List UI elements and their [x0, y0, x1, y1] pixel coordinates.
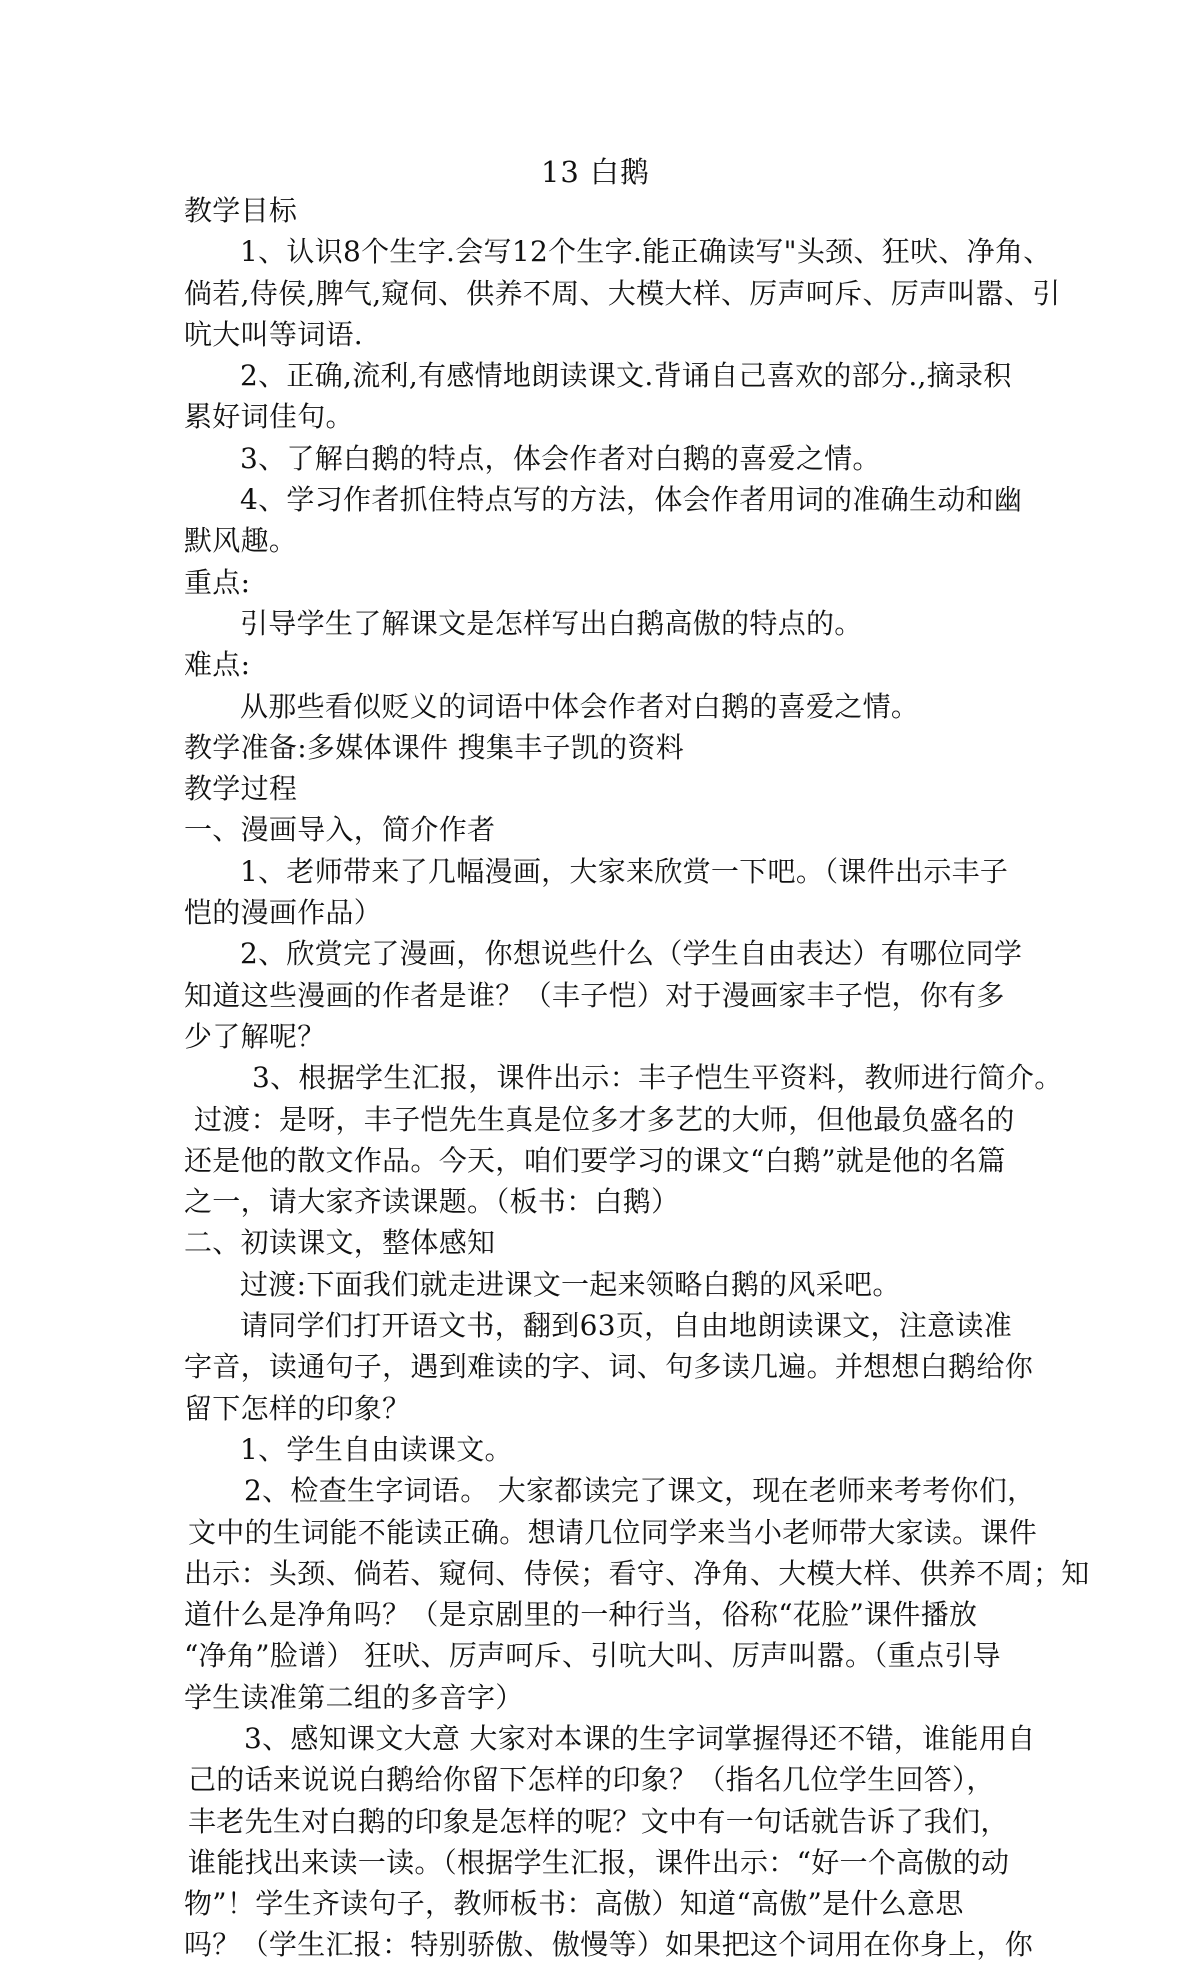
paragraph-line: 知道这些漫画的作者是谁？（丰子恺）对于漫画家丰子恺，你有多	[184, 978, 1005, 1012]
subsection-heading: 二、初读课文，整体感知	[184, 1226, 496, 1260]
section-heading-difficulty: 难点:	[184, 648, 251, 682]
section-heading-objectives: 教学目标	[184, 194, 298, 227]
paragraph-line: 出示：头颈、倘若、窥伺、侍侯；看守、净角、大模大样、供养不周；知	[184, 1556, 1090, 1590]
paragraph-line: 己的话来说说白鹅给你留下怎样的印象？（指名几位学生回答），	[188, 1763, 995, 1797]
paragraph-line: 引导学生了解课文是怎样写出白鹅高傲的特点的。	[240, 606, 863, 640]
paragraph-line: 文中的生词能不能读正确。想请几位同学来当小老师带大家读。课件	[188, 1515, 1038, 1549]
paragraph-line: 默风趣。	[184, 524, 298, 558]
paragraph-line: 2、欣赏完了漫画，你想说些什么（学生自由表达）有哪位同学	[240, 937, 1023, 971]
paragraph-line: 之一，请大家齐读课题。（板书：白鹅）	[184, 1185, 680, 1219]
paragraph-line: 3、了解白鹅的特点，体会作者对白鹅的喜爱之情。	[240, 441, 881, 475]
paragraph-line: 物”！学生齐读句子，教师板书：高傲）知道“高傲”是什么意思	[184, 1887, 964, 1921]
paragraph-line: 道什么是净角吗？（是京剧里的一种行当，俗称“花脸”课件播放	[184, 1598, 978, 1632]
subsection-heading: 一、漫画导入，简介作者	[184, 813, 496, 847]
document-body	[184, 190, 1090, 1966]
paragraph-line: 丰老先生对白鹅的印象是怎样的呢？文中有一句话就告诉了我们，	[188, 1804, 1009, 1838]
paragraph-line: 1、学生自由读课文。	[240, 1432, 513, 1466]
paragraph-line: 3、感知课文大意 大家对本课的生字词掌握得还不错，谁能用自	[244, 1721, 1036, 1755]
paragraph-line: 倘若,侍侯,脾气,窥伺、供养不周、大模大样、厉声呵斥、厉声叫嚣、引	[184, 276, 1061, 310]
paragraph-line: 吭大叫等词语.	[184, 317, 364, 351]
paragraph-line: 少了解呢？	[184, 1019, 326, 1053]
paragraph-line: 字音，读通句子，遇到难读的字、词、句多读几遍。并想想白鹅给你	[184, 1350, 1034, 1384]
paragraph-line: 还是他的散文作品。今天，咱们要学习的课文“白鹅”就是他的名篇	[184, 1143, 1006, 1177]
document-title: 13 白鹅	[540, 155, 651, 189]
paragraph-line: 1、老师带来了几幅漫画，大家来欣赏一下吧。（课件出示丰子	[240, 854, 1009, 888]
paragraph-line: 吗？（学生汇报：特别骄傲、傲慢等）如果把这个词用在你身上，你	[184, 1928, 1034, 1962]
paragraph-line: 过渡:下面我们就走进课文一起来领略白鹅的风采吧。	[240, 1267, 901, 1301]
paragraph-line: 2、检查生字词语。 大家都读完了课文，现在老师来考考你们，	[244, 1474, 1036, 1508]
paragraph-line: 留下怎样的印象？	[184, 1391, 411, 1425]
section-heading-preparation: 教学准备:多媒体课件 搜集丰子凯的资料	[184, 730, 685, 764]
paragraph-line: 恺的漫画作品）	[184, 896, 383, 930]
paragraph-line: 谁能找出来读一读。（根据学生汇报，课件出示：“好一个高傲的动	[188, 1845, 1010, 1879]
paragraph-line: 学生读准第二组的多音字）	[184, 1680, 524, 1714]
paragraph-line: 累好词佳句。	[184, 400, 354, 434]
section-heading-key-point: 重点:	[184, 565, 251, 599]
paragraph-line: 请同学们打开语文书，翻到63页，自由地朗读课文，注意读准	[240, 1309, 1013, 1343]
paragraph-line: 过渡：是呀，丰子恺先生真是位多才多艺的大师，但他最负盛名的	[194, 1102, 1015, 1136]
paragraph-line: 1、认识8个生字.会写12个生字.能正确读写"头颈、狂吠、净角、	[240, 235, 1052, 269]
paragraph-line: 4、学习作者抓住特点写的方法，体会作者用词的准确生动和幽	[240, 483, 1023, 517]
paragraph-line: 从那些看似贬义的词语中体会作者对白鹅的喜爱之情。	[240, 689, 920, 723]
section-heading-process: 教学过程	[184, 772, 298, 806]
paragraph-line: 3、根据学生汇报，课件出示：丰子恺生平资料，教师进行简介。	[252, 1061, 1063, 1095]
paragraph-line: 2、正确,流利,有感情地朗读课文.背诵自己喜欢的部分.,摘录积	[240, 359, 1012, 393]
paragraph-line: “净角”脸谱） 狂吠、厉声呵斥、引吭大叫、厉声叫嚣。（重点引导	[184, 1639, 1001, 1673]
